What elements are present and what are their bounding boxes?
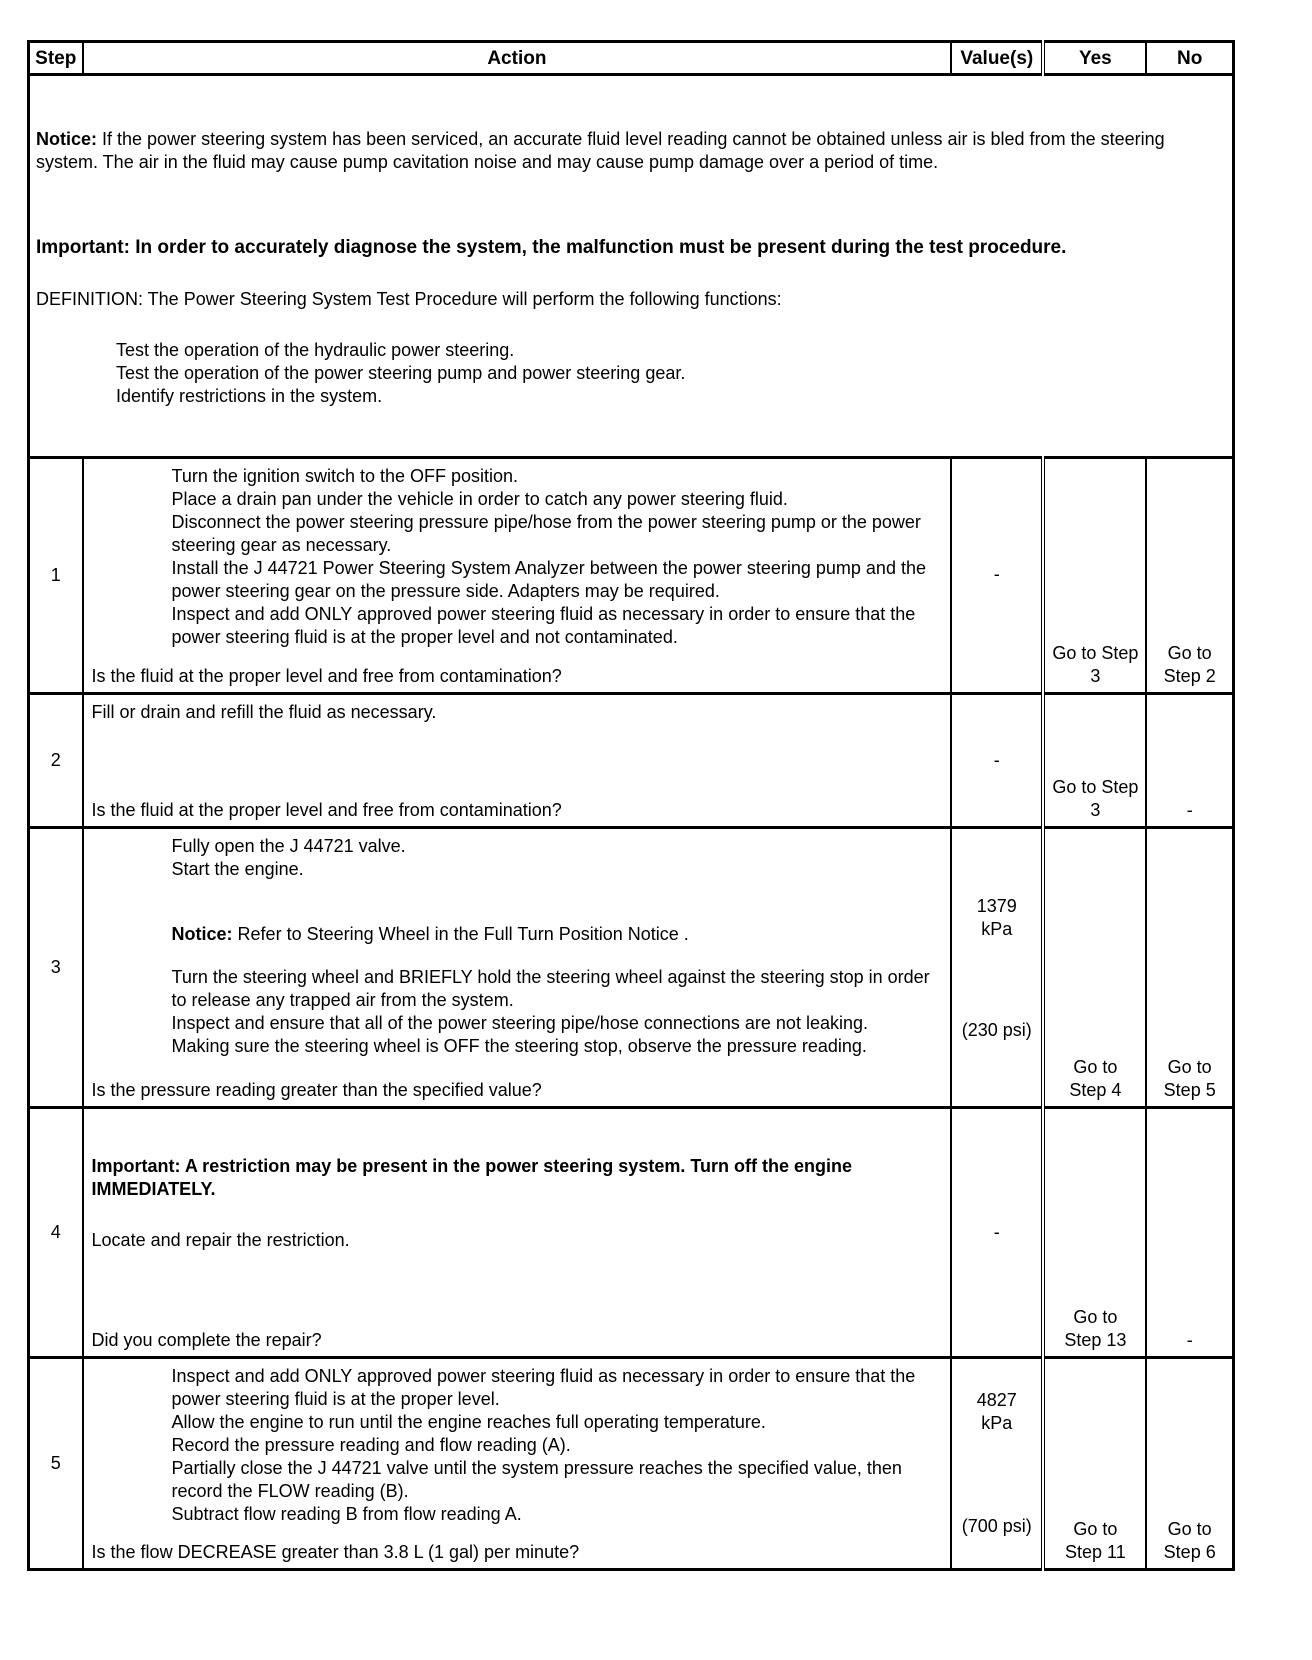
yes-cell <box>1043 694 1146 828</box>
header-action: Action <box>83 42 952 75</box>
step-number: 3 <box>29 828 83 1108</box>
intro-notice-label: Notice: <box>36 129 98 149</box>
step-question: Is the pressure reading greater than the specified value? <box>91 1080 542 1100</box>
table-row-step-3 <box>29 828 1234 1108</box>
action-item: Inspect and add ONLY approved power steering fluid as necessary in order to ensure that the power steering fluid is at the proper level. <box>171 1366 916 1409</box>
value-cell <box>951 1108 1043 1358</box>
action-list <box>92 835 943 1058</box>
intro-important: Important: In order to accurately diagnose the system, the malfunction must be present during the test procedure. <box>36 237 1067 258</box>
header-values: Value(s) <box>951 42 1043 75</box>
action-notice-label: Notice: <box>171 924 233 944</box>
no-link[interactable]: Go to Step 5 <box>1163 1057 1216 1100</box>
table-row-step-1 <box>29 458 1234 694</box>
action-item: Partially close the J 44721 valve until the system pressure reaches the specified value, then record the FLOW reading (B). <box>171 1458 902 1501</box>
value-cell <box>951 828 1043 1108</box>
step-question: Did you complete the repair? <box>91 1330 322 1350</box>
action-item: Place a drain pan under the vehicle in order to catch any power steering fluid. <box>171 489 788 509</box>
step-number: 2 <box>29 694 83 828</box>
value-text: - <box>993 1222 1000 1242</box>
action-item: Install the J 44721 Power Steering System Analyzer between the power steering pump and the power steering gear on the pressure side. Adapters may be required. <box>171 558 926 601</box>
step-number: 4 <box>29 1108 83 1358</box>
yes-cell <box>1043 1108 1146 1358</box>
value-cell <box>951 458 1043 694</box>
value-text: - <box>993 750 1000 770</box>
table-row-step-4 <box>29 1108 1234 1358</box>
header-yes: Yes <box>1043 42 1146 75</box>
value-imperial: (230 psi) <box>961 1020 1032 1040</box>
intro-row <box>29 75 1234 458</box>
action-item: Turn the ignition switch to the OFF position. <box>171 466 519 486</box>
action-item: Inspect and ensure that all of the power steering pipe/hose connections are not leaking. <box>171 1013 868 1033</box>
no-cell <box>1146 694 1233 828</box>
diagnostic-table <box>27 40 1235 1571</box>
action-item: Fully open the J 44721 valve. <box>171 836 406 856</box>
no-cell <box>1146 458 1233 694</box>
header-step: Step <box>29 42 83 75</box>
action-item: Subtract flow reading B from flow reading A. <box>171 1504 522 1524</box>
yes-link[interactable]: Go to Step 4 <box>1069 1057 1122 1100</box>
intro-bullet: Test the operation of the hydraulic power steering. <box>116 340 515 360</box>
intro-bullet: Identify restrictions in the system. <box>116 386 383 406</box>
table-row-step-2 <box>29 694 1234 828</box>
action-important: Important: A restriction may be present in the power steering system. Turn off the engine IMMEDIATELY. <box>91 1156 852 1199</box>
action-notice-text: Refer to Steering Wheel in the Full Turn Position Notice . <box>232 924 689 944</box>
no-link[interactable]: Go to Step 6 <box>1163 1519 1216 1562</box>
intro-bullet-list <box>36 339 1226 408</box>
action-item: Start the engine. <box>171 859 304 879</box>
no-text: - <box>1186 1330 1193 1350</box>
intro-notice-text: If the power steering system has been serviced, an accurate fluid level reading cannot be obtained unless air is bled from the steering system. The air in the fluid may cause pump cavitation noise and may cause pump damage over a period of time. <box>36 129 1165 172</box>
action-item: Record the pressure reading and flow reading (A). <box>171 1435 571 1455</box>
action-line: Fill or drain and refill the fluid as necessary. <box>91 702 437 722</box>
step-question: Is the flow DECREASE greater than 3.8 L (1 gal) per minute? <box>91 1542 580 1562</box>
yes-cell <box>1043 1358 1146 1570</box>
action-cell <box>83 1358 952 1570</box>
no-text: - <box>1186 800 1193 820</box>
action-item: Disconnect the power steering pressure pipe/hose from the power steering pump or the power steering gear as necessary. <box>171 512 921 555</box>
action-item: Making sure the steering wheel is OFF the steering stop, observe the pressure reading. <box>171 1036 867 1056</box>
action-list <box>92 1365 943 1526</box>
action-cell <box>83 1108 952 1358</box>
intro-definition: DEFINITION: The Power Steering System Test Procedure will perform the following functions: <box>36 289 782 309</box>
intro-cell <box>29 75 1234 458</box>
no-cell <box>1146 1358 1233 1570</box>
yes-link[interactable]: Go to Step 3 <box>1052 643 1139 686</box>
action-cell <box>83 828 952 1108</box>
action-item: Allow the engine to run until the engine reaches full operating temperature. <box>171 1412 766 1432</box>
yes-link[interactable]: Go to Step 3 <box>1052 777 1139 820</box>
header-row <box>29 42 1234 75</box>
step-question: Is the fluid at the proper level and free from contamination? <box>91 666 562 686</box>
action-cell <box>83 458 952 694</box>
action-item: Inspect and add ONLY approved power steering fluid as necessary in order to ensure that the power steering fluid is at the proper level and not contaminated. <box>171 604 916 647</box>
intro-bullet: Test the operation of the power steering pump and power steering gear. <box>116 363 686 383</box>
intro-notice <box>36 128 1226 174</box>
action-list <box>92 465 943 649</box>
yes-link[interactable]: Go to Step 13 <box>1064 1307 1127 1350</box>
value-imperial: (700 psi) <box>961 1516 1032 1536</box>
header-no: No <box>1146 42 1233 75</box>
yes-cell <box>1043 828 1146 1108</box>
value-metric: 1379 kPa <box>976 896 1017 939</box>
yes-link[interactable]: Go to Step 11 <box>1064 1519 1126 1562</box>
step-number: 5 <box>29 1358 83 1570</box>
no-cell <box>1146 1108 1233 1358</box>
action-cell <box>83 694 952 828</box>
step-question: Is the fluid at the proper level and free from contamination? <box>91 800 562 820</box>
yes-cell <box>1043 458 1146 694</box>
no-cell <box>1146 828 1233 1108</box>
value-cell <box>951 694 1043 828</box>
value-metric: 4827 kPa <box>976 1390 1017 1433</box>
step-number: 1 <box>29 458 83 694</box>
table-row-step-5 <box>29 1358 1234 1570</box>
action-item: Turn the steering wheel and BRIEFLY hold the steering wheel against the steering stop in order to release any trapped air from the system. <box>171 967 930 1010</box>
action-line: Locate and repair the restriction. <box>91 1230 350 1250</box>
value-text: - <box>993 564 1000 584</box>
no-link[interactable]: Go to Step 2 <box>1163 643 1216 686</box>
action-notice <box>172 923 943 946</box>
value-cell <box>951 1358 1043 1570</box>
